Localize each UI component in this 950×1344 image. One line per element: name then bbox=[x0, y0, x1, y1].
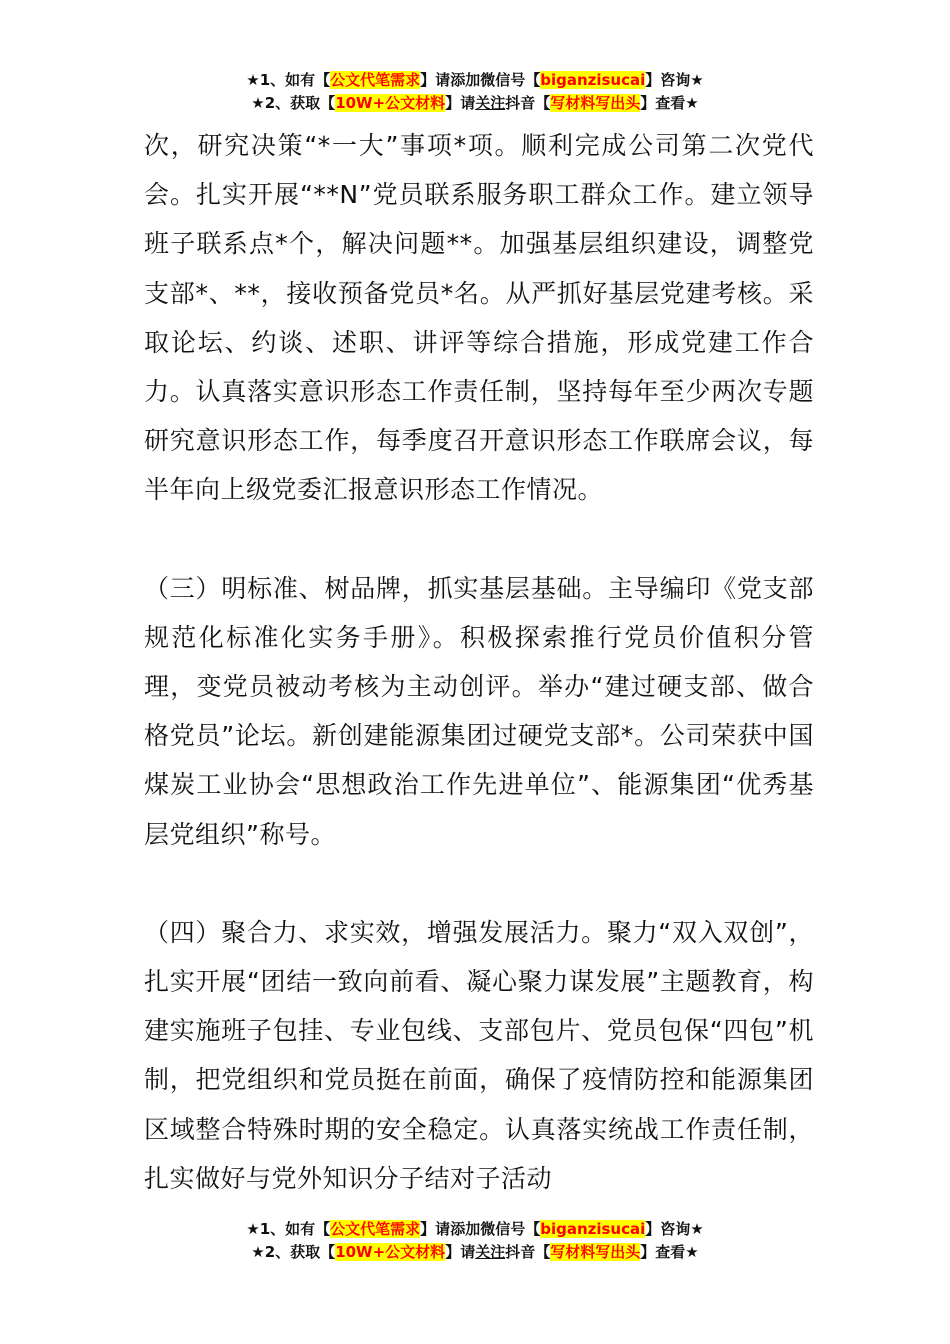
banner-line-2 bbox=[0, 92, 950, 115]
highlight-douyin: 写材料写出头 bbox=[550, 94, 641, 112]
paragraph-continued: 次，研究决策“*一大”事项*项。顺利完成公司第二次党代会。扎实开展“**N”党员联系服务职工群众工作。建立领导班子联系点*个，解决问题**。加强基层组织建设，调整党支部*、**，接收预备党员*名。从严抓好基层党建考核。采取论坛、约谈、述职、讲评等综合措施，形成党建工作合力。认真落实意识形态工作责任制，坚持每年至少两次专题研究意识形态工作，每季度召开意识形态工作联席会议，每半年向上级党委汇报意识形态工作情况。 bbox=[144, 131, 814, 505]
banner-text: 】咨询★ bbox=[645, 1220, 704, 1238]
banner-text: 抖音【 bbox=[505, 1243, 551, 1261]
paragraph-section-4: （四）聚合力、求实效，增强发展活力。聚力“双入双创”，扎实开展“团结一致向前看、凝心聚力谋发展”主题教育，构建实施班子包挂、专业包线、支部包片、党员包保“四包”机制，把党组织和党员挺在前面，确保了疫情防控和能源集团区域整合特殊时期的安全稳定。认真落实统战工作责任制，扎实做好与党外知识分子结对子活动 bbox=[144, 917, 814, 1193]
banner-text: 抖音【 bbox=[505, 94, 551, 112]
highlight-materials: 10W+公文材料 bbox=[335, 1243, 446, 1261]
banner-text: 微信号【 bbox=[480, 71, 541, 89]
banner-text: 】请 bbox=[420, 1220, 451, 1238]
highlight-materials: 10W+公文材料 bbox=[335, 94, 446, 112]
highlight-douyin: 写材料写出头 bbox=[550, 1243, 641, 1261]
banner-text: ★1、如有【 bbox=[246, 1220, 331, 1238]
banner-line-1 bbox=[0, 69, 950, 92]
paragraph-spacer bbox=[144, 859, 814, 908]
banner-text: 】查看★ bbox=[640, 1243, 699, 1261]
banner-text: ★2、获取【 bbox=[251, 94, 336, 112]
footer-banner bbox=[0, 1218, 950, 1264]
banner-underlined-word: 关注 bbox=[475, 94, 506, 112]
banner-text: 微信号【 bbox=[480, 1220, 541, 1238]
banner-text: 】请 bbox=[445, 1243, 476, 1261]
highlight-service: 公文代笔需求 bbox=[330, 1220, 421, 1238]
banner-text: ★2、获取【 bbox=[251, 1243, 336, 1261]
banner-text: 】咨询★ bbox=[645, 71, 704, 89]
banner-line-2 bbox=[0, 1241, 950, 1264]
banner-text: 】请 bbox=[445, 94, 476, 112]
banner-underlined-word: 关注 bbox=[475, 1243, 506, 1261]
header-banner bbox=[0, 69, 950, 115]
banner-text: 】查看★ bbox=[640, 94, 699, 112]
highlight-wechat-id: biganzisucai bbox=[540, 71, 646, 89]
highlight-service: 公文代笔需求 bbox=[330, 71, 421, 89]
banner-text: 添加 bbox=[450, 71, 481, 89]
document-body bbox=[144, 121, 814, 1203]
banner-line-1 bbox=[0, 1218, 950, 1241]
banner-text: 添加 bbox=[450, 1220, 481, 1238]
paragraph-spacer bbox=[144, 515, 814, 564]
highlight-wechat-id: biganzisucai bbox=[540, 1220, 646, 1238]
paragraph-section-3: （三）明标准、树品牌，抓实基层基础。主导编印《党支部规范化标准化实务手册》。积极探索推行党员价值积分管理，变党员被动考核为主动创评。举办“建过硬支部、做合格党员”论坛。新创建能源集团过硬党支部*。公司荣获中国煤炭工业协会“思想政治工作先进单位”、能源集团“优秀基层党组织”称号。 bbox=[144, 573, 814, 849]
banner-text: 】请 bbox=[420, 71, 451, 89]
banner-text: ★1、如有【 bbox=[246, 71, 331, 89]
